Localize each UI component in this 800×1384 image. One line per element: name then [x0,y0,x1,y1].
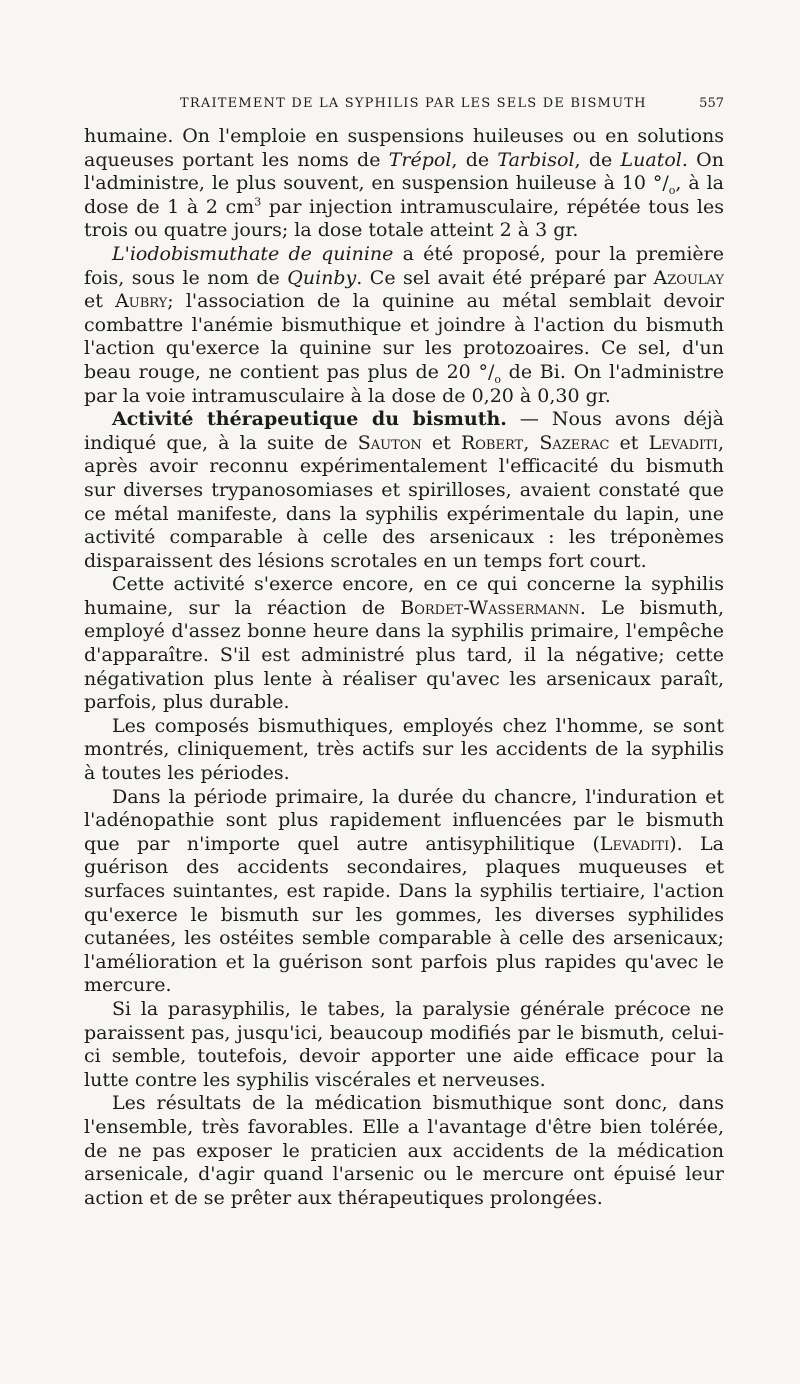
text-run: Dans la période primaire, la durée du chancre, l'induration et l'adénopathie sont plus rapidement influencées par le bismuth que par n'importe quel autre antisyphilitique ( [84,785,724,855]
text-run: . Le bismuth, employé d'assez bonne heure dans la syphilis primaire, l'empêche d'apparaître. S'il est administré plus tard, il la négative; cette négativation plus lente à réaliser qu'avec les arsenicaux paraît, parfois, plus durable. [84,596,724,714]
text-run: et [84,290,116,313]
book-page [84,96,724,1210]
author-name: Levaditi [599,832,670,855]
product-name: Quinby [287,266,357,289]
text-run: Cette activité s'exerce encore, en ce qui concerne la syphilis humaine, sur la réaction de [84,573,724,619]
text-run: ). La guérison des accidents secondaires, plaques muqueuses et surfaces suintantes, est rapide. Dans la syphilis tertiaire, l'action qu'exerce le bismuth sur les gommes, les diverses syphilides cutanées, les ostéites semble comparable à celle des arsenicaux; l'amélioration et la guérison sont parfois plus rapides qu'avec le mercure. [84,832,725,997]
text-run: Si la parasyphilis, le tabes, la paralysie générale précoce ne paraissent pas, jusqu'ici, beaucoup modifiés par le bismuth, celui-ci semble, toutefois, devoir apporter une aide efficace pour la lutte contre les syphilis viscérales et nerveuses. [84,997,724,1091]
author-name: Bordet-Wassermann [400,596,580,619]
body-text [84,125,724,1210]
author-name: Aubry [115,290,168,313]
text-run: — Nous avons déjà indiqué que, à la suite de [84,408,725,454]
section-heading: Activité thérapeutique du bismuth. [112,408,507,431]
running-head [84,96,724,111]
text-run: , de [451,148,498,171]
product-name: Luatol [620,148,682,171]
text-run: a été proposé, pour la première fois, sous le nom de [84,242,724,289]
text-run: . Ce sel avait été préparé par [356,266,654,289]
text-run: °/ [652,172,669,195]
product-name: Tarbisol [497,148,575,171]
text-run: par injection intramusculaire, répétée tous les trois ou quatre jours; la dose totale atteint 2 à 3 gr. [84,195,724,242]
paragraph-8 [84,1092,724,1210]
paragraph-1 [84,125,724,243]
text-run: et [609,431,649,454]
author-name: Azoulay [653,266,724,289]
text-run: , après avoir reconnu expérimentalement l'efficacité du bismuth sur diverses trypanosomiases et spirilloses, avaient constaté que ce métal manifeste, dans la syphilis expérimentale du lapin, une activité comparable à celle des arsenicaux : les tréponèmes disparaissent des lésions scrotales en un temps fort court. [84,431,724,572]
page-number: 557 [699,96,724,111]
author-name: Robert [460,431,524,454]
paragraph-7 [84,998,724,1092]
text-run: °/ [478,360,495,383]
subscript: o [668,183,676,197]
paragraph-6 [84,786,724,998]
text-run: et [421,431,461,454]
author-name: Sazerac [539,431,610,454]
text-run: , [523,431,540,454]
author-name: Sauton [357,431,422,454]
text-run: Les composés bismuthiques, employés chez l'homme, se sont montrés, cliniquement, très actifs sur les accidents de la syphilis à toutes les périodes. [84,714,724,785]
text-run: . On l'administre, le plus souvent, en suspension huileuse à 10 [84,148,724,195]
compound-name: L'iodobismuthate de quinine [112,242,394,265]
author-name: Levaditi [648,431,718,454]
text-run: , à la dose de 1 à 2 cm [84,172,724,218]
paragraph-4 [84,573,724,715]
text-run: ; l'association de la quinine au métal semblait devoir combattre l'anémie bismuthique et joindre à l'action du bismuth l'action qu'exerce la quinine sur les protozoaires. Ce sel, d'un beau rouge, ne contient pas plus de 20 [84,290,725,383]
running-title: TRAITEMENT DE LA SYPHILIS PAR LES SELS DE BISMUTH [180,96,647,111]
paragraph-5 [84,715,724,786]
paragraph-3 [84,408,724,573]
superscript: 3 [254,195,262,209]
text-run: , de [574,148,621,171]
text-run: humaine. On l'emploie en suspensions huileuses ou en solutions aqueuses portant les noms de [84,125,724,171]
subscript: o [494,372,501,386]
product-name: Trépol [388,148,452,171]
paragraph-2 [84,243,724,408]
text-run: de Bi. On l'administre par la voie intramusculaire à la dose de 0,20 à 0,30 gr. [84,360,724,407]
text-run: Les résultats de la médication bismuthique sont donc, dans l'ensemble, très favorables. Elle a l'avantage d'être bien tolérée, de ne pas exposer le praticien aux accidents de la médication arsenicale, d'agir quand l'arsenic ou le mercure ont épuisé leur action et de se prêter aux thérapeutiques prolongées. [84,1092,724,1209]
